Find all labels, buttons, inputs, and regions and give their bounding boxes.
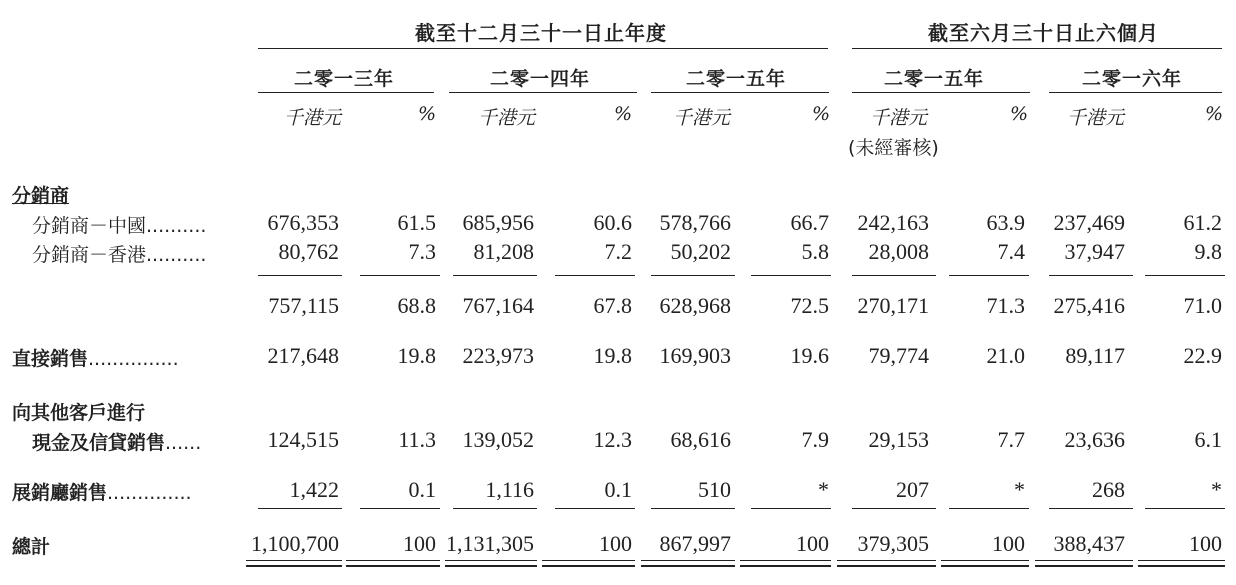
amount-cell: 23,636 [1064, 427, 1125, 452]
total-rule [360, 508, 440, 509]
amount-cell: 379,305 [857, 531, 929, 556]
amount-cell: 28,008 [868, 239, 929, 264]
total-rule [258, 508, 342, 509]
section-heading: 向其他客戶進行 [12, 402, 146, 424]
double-underline [542, 560, 635, 567]
amount-cell: 1,131,305 [446, 531, 534, 556]
row-label: 直接銷售............... [12, 348, 179, 370]
unit-label: 千港元 [478, 107, 536, 129]
subtotal-rule [751, 275, 831, 276]
percent-cell: 100 [599, 531, 632, 556]
amount-cell: 275,416 [1053, 293, 1125, 318]
percent-label: % [614, 103, 633, 125]
amount-cell: 1,100,700 [251, 531, 339, 556]
group-header-year: 截至十二月三十一日止年度 [415, 21, 667, 45]
amount-cell: 81,208 [473, 239, 534, 264]
total-rule [1049, 508, 1133, 509]
amount-cell: 388,437 [1053, 531, 1125, 556]
amount-cell: 242,163 [857, 210, 929, 235]
percent-cell: 7.4 [997, 239, 1025, 264]
percent-cell: 71.3 [986, 293, 1025, 318]
double-underline [1138, 560, 1225, 567]
percent-cell: * [818, 477, 829, 502]
percent-cell: 7.9 [801, 427, 829, 452]
percent-cell: * [1014, 477, 1025, 502]
percent-cell: 66.7 [790, 210, 829, 235]
amount-cell: 1,422 [289, 477, 339, 502]
percent-cell: 7.2 [604, 239, 632, 264]
percent-label: % [812, 103, 831, 125]
subtotal-rule [651, 275, 735, 276]
divider [258, 48, 828, 49]
percent-cell: 19.8 [397, 343, 436, 368]
double-underline [837, 560, 936, 567]
total-rule [651, 508, 735, 509]
percent-cell: 12.3 [593, 427, 632, 452]
amount-cell: 37,947 [1064, 239, 1125, 264]
unit-label: 千港元 [870, 107, 928, 129]
divider [449, 92, 637, 93]
subtotal-rule [258, 275, 342, 276]
subtotal-rule [360, 275, 440, 276]
row-label: 展銷廳銷售.............. [12, 482, 192, 504]
percent-cell: 61.5 [397, 210, 436, 235]
unit-label: 千港元 [1067, 107, 1125, 129]
percent-cell: 68.8 [397, 293, 436, 318]
double-underline [346, 560, 440, 567]
amount-cell: 767,164 [462, 293, 534, 318]
percent-label: % [1010, 103, 1029, 125]
percent-cell: 100 [992, 531, 1025, 556]
divider [258, 92, 434, 93]
percent-cell: 6.1 [1194, 427, 1222, 452]
percent-cell: 71.0 [1183, 293, 1222, 318]
unit-label: 千港元 [284, 107, 342, 129]
amount-cell: 50,202 [670, 239, 731, 264]
row-label: 現金及信貸銷售...... [32, 432, 202, 454]
amount-cell: 89,117 [1065, 343, 1125, 368]
amount-cell: 79,774 [868, 343, 929, 368]
total-rule [751, 508, 831, 509]
percent-cell: 5.8 [801, 239, 829, 264]
amount-cell: 628,968 [659, 293, 731, 318]
percent-cell: 60.6 [593, 210, 632, 235]
percent-cell: 9.8 [1194, 239, 1222, 264]
unit-label: 千港元 [673, 107, 731, 129]
subtotal-rule [1049, 275, 1133, 276]
amount-cell: 268 [1092, 477, 1125, 502]
percent-cell: 0.1 [408, 477, 436, 502]
percent-cell: 100 [403, 531, 436, 556]
percent-cell: 7.7 [997, 427, 1025, 452]
column-year: 二零一六年 [1082, 68, 1183, 90]
percent-cell: * [1211, 477, 1222, 502]
amount-cell: 207 [896, 477, 929, 502]
percent-cell: 63.9 [986, 210, 1025, 235]
percent-cell: 100 [796, 531, 829, 556]
amount-cell: 1,116 [485, 477, 534, 502]
percent-cell: 19.6 [790, 343, 829, 368]
total-label: 總計 [12, 536, 51, 558]
subtotal-rule [1145, 275, 1225, 276]
total-rule [1145, 508, 1225, 509]
amount-cell: 169,903 [659, 343, 731, 368]
row-label: 分銷商－中國.......... [32, 215, 207, 237]
percent-cell: 19.8 [593, 343, 632, 368]
amount-cell: 68,616 [670, 427, 731, 452]
subtotal-rule [453, 275, 537, 276]
double-underline [740, 560, 831, 567]
amount-cell: 223,973 [462, 343, 534, 368]
amount-cell: 124,515 [267, 427, 339, 452]
subtotal-rule [852, 275, 936, 276]
subtotal-rule [555, 275, 635, 276]
percent-cell: 67.8 [593, 293, 632, 318]
amount-cell: 867,997 [659, 531, 731, 556]
amount-cell: 270,171 [857, 293, 929, 318]
double-underline [246, 560, 342, 567]
total-rule [949, 508, 1029, 509]
percent-label: % [418, 103, 437, 125]
percent-cell: 100 [1189, 531, 1222, 556]
amount-cell: 510 [698, 477, 731, 502]
section-heading: 分銷商 [12, 185, 70, 207]
double-underline [941, 560, 1029, 567]
percent-cell: 72.5 [790, 293, 829, 318]
amount-cell: 676,353 [267, 210, 339, 235]
double-underline [1035, 560, 1133, 567]
percent-cell: 7.3 [408, 239, 436, 264]
unaudited-note: (未經審核) [848, 137, 939, 159]
divider [1049, 92, 1222, 93]
percent-cell: 61.2 [1183, 210, 1222, 235]
total-rule [852, 508, 936, 509]
double-underline [641, 560, 735, 567]
subtotal-rule [949, 275, 1029, 276]
total-rule [555, 508, 635, 509]
double-underline [445, 560, 537, 567]
percent-cell: 11.3 [398, 427, 436, 452]
column-year: 二零一三年 [294, 68, 395, 90]
percent-label: % [1205, 103, 1224, 125]
column-year: 二零一五年 [884, 68, 985, 90]
amount-cell: 217,648 [267, 343, 339, 368]
amount-cell: 80,762 [278, 239, 339, 264]
amount-cell: 578,766 [659, 210, 731, 235]
column-year: 二零一四年 [490, 68, 591, 90]
divider [852, 92, 1030, 93]
percent-cell: 0.1 [604, 477, 632, 502]
percent-cell: 21.0 [986, 343, 1025, 368]
row-label: 分銷商－香港.......... [32, 244, 207, 266]
amount-cell: 237,469 [1053, 210, 1125, 235]
divider [852, 48, 1222, 49]
amount-cell: 29,153 [868, 427, 929, 452]
total-rule [453, 508, 537, 509]
amount-cell: 757,115 [268, 293, 339, 318]
divider [651, 92, 829, 93]
column-year: 二零一五年 [686, 68, 787, 90]
amount-cell: 685,956 [462, 210, 534, 235]
group-header-half: 截至六月三十日止六個月 [928, 21, 1159, 45]
amount-cell: 139,052 [462, 427, 534, 452]
percent-cell: 22.9 [1183, 343, 1222, 368]
